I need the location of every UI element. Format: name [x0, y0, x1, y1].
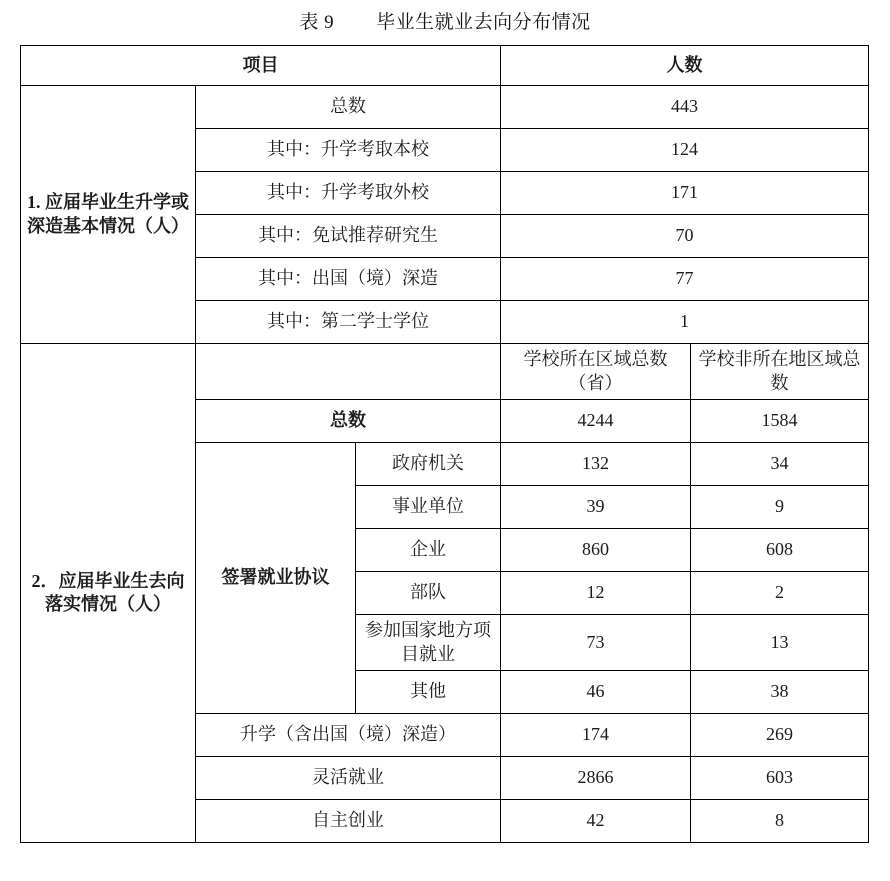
section-1-value-5: 1 [501, 301, 869, 344]
section-1-value-1: 124 [501, 129, 869, 172]
section-2-group-local-4: 73 [501, 615, 691, 671]
section-2-group-local-3: 12 [501, 572, 691, 615]
table-row [21, 344, 869, 400]
section-2-group-nonlocal-2: 608 [691, 529, 869, 572]
section-2-tail-nonlocal-0: 269 [691, 714, 869, 757]
table-caption: 表 9 毕业生就业去向分布情况 [299, 12, 591, 33]
section-2-group-local-0: 132 [501, 443, 691, 486]
section-2-tail-local-1: 2866 [501, 757, 691, 800]
section-1-item-0: 总数 [196, 86, 501, 129]
section-2-tail-item-0: 升学（含出国（境）深造） [196, 714, 501, 757]
section-1-item-2: 其中：升学考取外校 [196, 172, 501, 215]
section-2-group-nonlocal-4: 13 [691, 615, 869, 671]
graduate-employment-table [20, 45, 869, 843]
section-2-tail-item-1: 灵活就业 [196, 757, 501, 800]
section-2-tail-local-2: 42 [501, 800, 691, 843]
section-2-tail-nonlocal-1: 603 [691, 757, 869, 800]
section-2-group-label: 签署就业协议 [196, 443, 356, 714]
table-header-row [21, 46, 869, 86]
table-row [21, 86, 869, 129]
section-1-item-3: 其中：免试推荐研究生 [196, 215, 501, 258]
section-2-group-nonlocal-5: 38 [691, 671, 869, 714]
section-2-tail-nonlocal-2: 8 [691, 800, 869, 843]
section-1-item-1: 其中：升学考取本校 [196, 129, 501, 172]
section-2-tail-item-2: 自主创业 [196, 800, 501, 843]
section-2-subheader-blank [196, 344, 501, 400]
section-2-group-item-5: 其他 [356, 671, 501, 714]
section-2-group-nonlocal-1: 9 [691, 486, 869, 529]
section-1-value-2: 171 [501, 172, 869, 215]
header-item: 项目 [21, 46, 501, 86]
section-1-label: 1. 应届毕业生升学或深造基本情况（人） [21, 86, 196, 344]
section-2-group-item-2: 企业 [356, 529, 501, 572]
section-2-total-local: 4244 [501, 400, 691, 443]
section-2-group-item-0: 政府机关 [356, 443, 501, 486]
section-2-subheader-nonlocal: 学校非所在地区域总数 [691, 344, 869, 400]
header-count: 人数 [501, 46, 869, 86]
section-2-tail-local-0: 174 [501, 714, 691, 757]
section-2-group-item-4: 参加国家地方项目就业 [356, 615, 501, 671]
section-2-label: 2．应届毕业生去向落实情况（人） [21, 344, 196, 843]
section-2-subheader-local: 学校所在区域总数（省） [501, 344, 691, 400]
section-1-item-4: 其中：出国（境）深造 [196, 258, 501, 301]
section-2-group-local-1: 39 [501, 486, 691, 529]
section-2-total-label: 总数 [196, 400, 501, 443]
section-1-item-5: 其中：第二学士学位 [196, 301, 501, 344]
section-2-total-nonlocal: 1584 [691, 400, 869, 443]
section-1-value-3: 70 [501, 215, 869, 258]
section-2-group-nonlocal-3: 2 [691, 572, 869, 615]
section-2-group-local-5: 46 [501, 671, 691, 714]
section-2-group-local-2: 860 [501, 529, 691, 572]
section-2-group-item-1: 事业单位 [356, 486, 501, 529]
section-2-group-nonlocal-0: 34 [691, 443, 869, 486]
section-1-value-4: 77 [501, 258, 869, 301]
section-2-group-item-3: 部队 [356, 572, 501, 615]
section-1-value-0: 443 [501, 86, 869, 129]
